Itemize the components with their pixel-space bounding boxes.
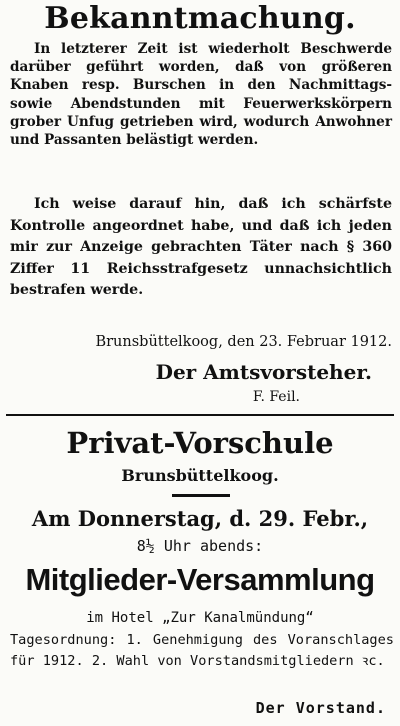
school-title: Privat-Vorschule bbox=[66, 426, 334, 460]
notice-dateline: Brunsbüttelkoog, den 23. Februar 1912. bbox=[95, 334, 392, 350]
notice-paragraph-2: Ich weise darauf hin, daß ich schärfste Kontrolle angeordnet habe, und daß ich jeden mir zur Anzeige gebrachten Täter nach § 360 Ziffer 11 Reichsstrafgesetz unnachsichtlich bestrafen werde. bbox=[10, 196, 392, 299]
meeting-date: Am Donnerstag, d. 29. Febr., bbox=[31, 506, 369, 531]
short-divider bbox=[172, 494, 230, 497]
notice-title: Bekanntmachung. bbox=[44, 1, 356, 36]
notice-paragraph-1: In letzterer Zeit ist wiederholt Beschwerde darüber geführt worden, daß von größeren Knaben resp. Burschen in den Nachmittags- sowie Abendstunden mit Feuerwerkskörpern grober Unfug getrieben wird, wodurch Anwohner und Passanten belästigt werden. bbox=[10, 41, 392, 149]
meeting-title: Mitglieder-Versammlung bbox=[25, 562, 375, 597]
notice-signatory-role: Der Amtsvorsteher. bbox=[155, 360, 372, 384]
meeting-time: 8½ Uhr abends: bbox=[136, 537, 264, 555]
school-board-signature: Der Vorstand. bbox=[255, 699, 386, 717]
meeting-agenda: Tagesordnung: 1. Genehmigung des Voranschlages für 1912. 2. Wahl von Vorstandsmitgliedern ꝛc. bbox=[10, 632, 394, 669]
notice-signatory-name: F. Feil. bbox=[252, 389, 300, 405]
school-advertisement bbox=[0, 418, 400, 726]
divider-rule bbox=[6, 414, 394, 416]
meeting-venue: im Hotel „Zur Kanalmündung“ bbox=[86, 610, 314, 626]
school-subtitle: Brunsbüttelkoog. bbox=[121, 466, 279, 485]
